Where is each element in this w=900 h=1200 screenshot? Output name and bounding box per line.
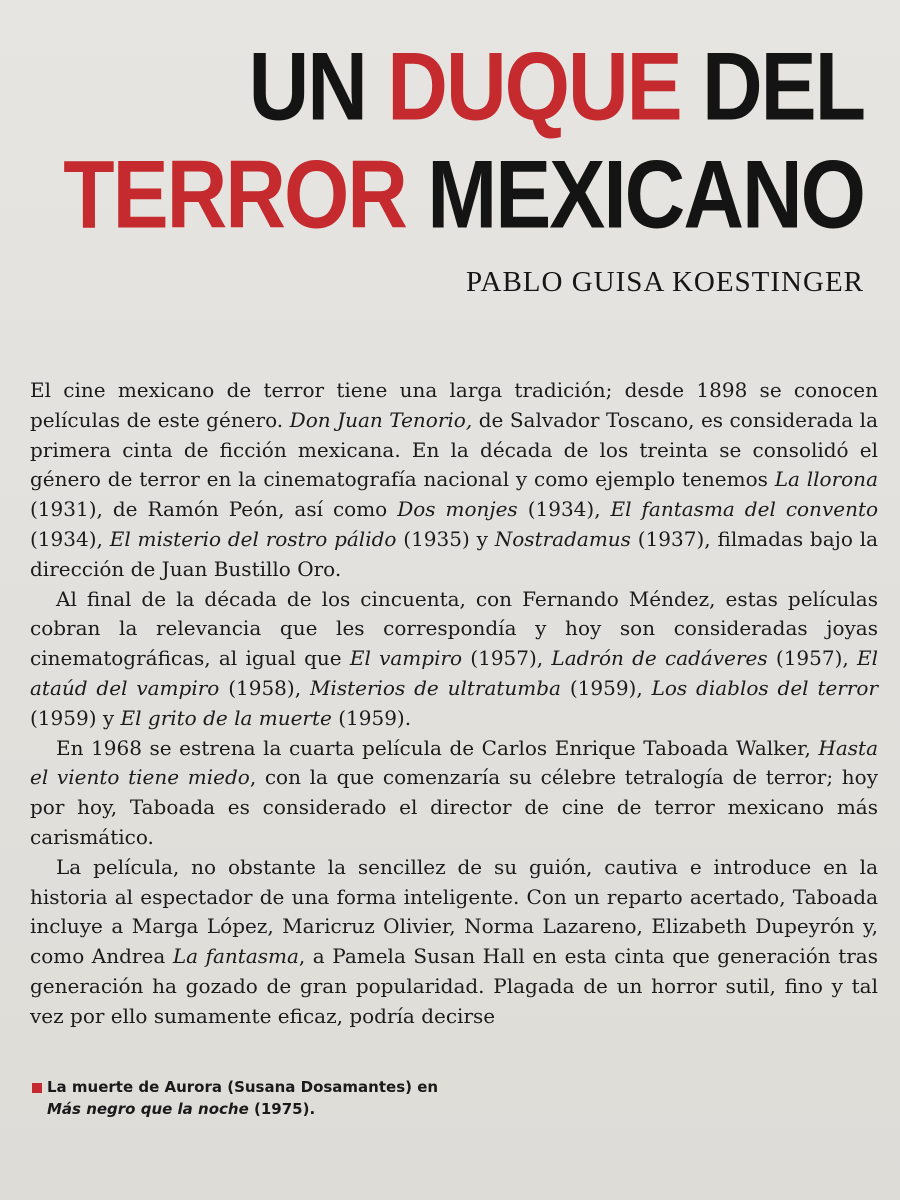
paragraph-4 (30, 853, 878, 1032)
p4-text-1: La película, no obstante la sencillez de su guión, cautiva e introduce en la historia al espectador de una forma inteligente. Con un reparto acertado, Taboada incluye a Marga López, Maricruz Olivier, Norma Lazareno, Elizabeth Dupeyrón y, como Andrea (30, 854, 878, 969)
caption-line-2 (32, 1098, 438, 1120)
film-title: El vampiro (349, 646, 463, 671)
p4-text-2: , a Pamela Susan Hall en esta cinta que generación tras generación ha gozado de gran popularidad. Plagada de un horror sutil, fino y tal vez por ello sumamente eficaz, podría decirse (30, 944, 878, 1028)
film-title: El fantasma del convento (610, 497, 879, 522)
title-word-mexicano: MEXICANO (427, 140, 864, 249)
film-title: El ataúd del vampiro (30, 646, 878, 700)
title-word-duque: DUQUE (387, 32, 681, 141)
p1-text-1: El cine mexicano de terror tiene una larga tradición; desde 1898 se conocen películas de este género. (30, 378, 878, 432)
p2-text-7: (1959). (338, 705, 412, 730)
p2-text-5: (1959), (569, 675, 643, 700)
paragraph-1 (30, 376, 878, 585)
film-title: Dos monjes (397, 497, 518, 522)
film-title: La llorona (774, 467, 878, 492)
title-word-terror: TERROR (63, 140, 406, 249)
film-title: Don Juan Tenorio, (289, 407, 473, 432)
article-body (30, 376, 878, 1032)
p1-text-6: (1935) y (403, 526, 488, 551)
caption-year: (1975). (253, 1100, 316, 1118)
film-title: El misterio del rostro pálido (109, 526, 397, 551)
title-line-1 (4, 32, 864, 141)
author-byline: PABLO GUISA KOESTINGER (466, 266, 864, 298)
red-square-bullet-icon (32, 1083, 42, 1093)
film-title: Hasta el viento tiene miedo (30, 735, 878, 790)
p2-text-1: Al final de la década de los cincuenta, con Fernando Méndez, estas películas cobran la relevancia que les correspondía y hoy son consideradas joyas cinematográficas, al igual que (30, 586, 878, 671)
title-word-un: UN (248, 32, 366, 141)
film-title: Los diablos del terror (651, 675, 879, 700)
p3-text-2: , con la que comenzaría su célebre tetralogía de terror; hoy por hoy, Taboada es considerado el director de cine de terror mexicano más carismático. (30, 765, 879, 849)
p1-text-2: de Salvador Toscano, es considerada la primera cinta de ficción mexicana. En la década de los treinta se consolidó el género de terror en la cinematografía nacional y como ejemplo tenemos (30, 407, 879, 492)
p1-text-3: (1931), de Ramón Peón, así como (30, 497, 388, 522)
photo-caption (32, 1076, 438, 1120)
title-word-del: DEL (702, 32, 864, 141)
paragraph-2 (30, 585, 878, 734)
caption-line-1: La muerte de Aurora (Susana Dosamantes) en (47, 1078, 439, 1096)
film-title: Misterios de ultratumba (309, 675, 561, 700)
film-title: La fantasma (172, 944, 299, 969)
film-title: El grito de la muerte (120, 705, 332, 730)
p2-text-3: (1957), (775, 646, 849, 671)
p2-text-4: (1958), (228, 675, 302, 700)
p2-text-2: (1957), (470, 646, 544, 671)
title-line-2 (4, 140, 864, 249)
p1-text-5: (1934), (30, 526, 103, 551)
p1-text-7: (1937), filmadas bajo la dirección de Juan Bustillo Oro. (30, 526, 879, 581)
film-title: Nostradamus (494, 526, 631, 551)
p2-text-6: (1959) y (30, 705, 115, 730)
p1-text-4: (1934), (527, 497, 601, 522)
caption-film-title: Más negro que la noche (47, 1100, 249, 1118)
film-title: Ladrón de cadáveres (551, 646, 768, 671)
p3-text-1: En 1968 se estrena la cuarta película de Carlos Enrique Taboada Walker, (56, 735, 811, 760)
paragraph-3 (30, 734, 878, 853)
